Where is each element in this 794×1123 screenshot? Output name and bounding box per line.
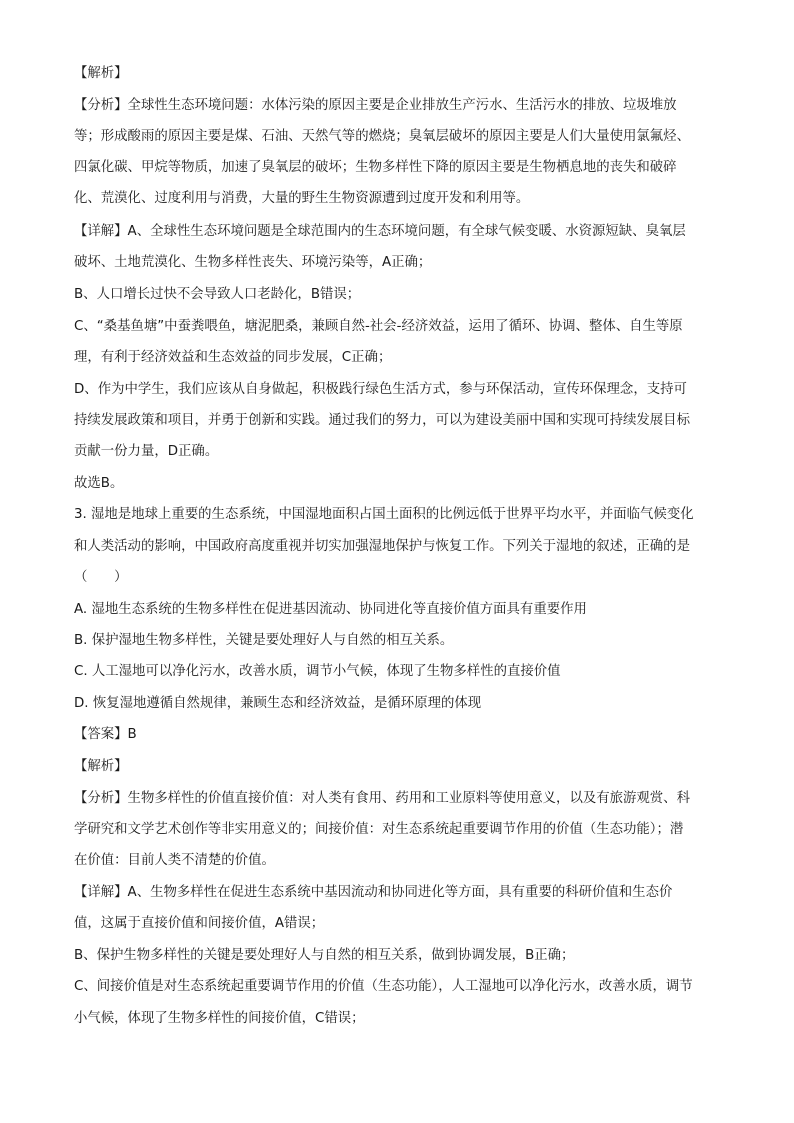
text-line: 学研究和文学艺术创作等非实用意义的；间接价值：对生态系统起重要调节作用的价值（生态功能）；潜 bbox=[74, 822, 684, 837]
text-line: C、“桑基鱼塘”中蚕粪喂鱼，塘泥肥桑，兼顾自然-社会-经济效益，运用了循环、协调、整体、自生等原 bbox=[74, 319, 683, 334]
text-line: 贡献一份力量，D正确。 bbox=[74, 444, 219, 459]
text-line: 破坏、土地荒漠化、生物多样性丧失、环境污染等，A正确； bbox=[74, 255, 432, 270]
question-stem: 和人类活动的影响，中国政府高度重视并切实加强湿地保护与恢复工作。下列关于湿地的叙述，正确的是 bbox=[74, 539, 690, 554]
text-line: 化、荒漠化、过度利用与消费，大量的野生生物资源遭到过度开发和利用等。 bbox=[74, 191, 530, 206]
option-d: D. 恢复湿地遵循自然规律，兼顾生态和经济效益，是循环原理的体现 bbox=[74, 696, 482, 711]
text-line: 在价值：目前人类不清楚的价值。 bbox=[74, 853, 275, 868]
option-a: A. 湿地生态系统的生物多样性在促进基因流动、协同进化等直接价值方面具有重要作用 bbox=[74, 602, 587, 617]
text-line: B、保护生物多样性的关键是要处理好人与自然的相互关系，做到协调发展，B正确； bbox=[74, 948, 575, 963]
text-line: 小气候，体现了生物多样性的间接价值，C错误； bbox=[74, 1011, 365, 1026]
section-heading-analysis: 【解析】 bbox=[74, 66, 128, 81]
text-line: 持续发展政策和项目，并勇于创新和实践。通过我们的努力，可以为建设美丽中国和实现可持续发展目标 bbox=[74, 413, 690, 428]
option-c: C. 人工湿地可以净化污水，改善水质，调节小气候，体现了生物多样性的直接价值 bbox=[74, 664, 561, 679]
answer-blank: （ ） bbox=[74, 570, 128, 585]
option-b: B. 保护湿地生物多样性，关键是要处理好人与自然的相互关系。 bbox=[74, 633, 454, 648]
text-line: 等；形成酸雨的原因主要是煤、石油、天然气等的燃烧；臭氧层破坏的原因主要是人们大量使用氯氟烃、 bbox=[74, 129, 690, 144]
text-line: 【分析】全球性生态环境问题：水体污染的原因主要是企业排放生产污水、生活污水的排放、垃圾堆放 bbox=[74, 98, 677, 113]
text-line: D、作为中学生，我们应该从自身做起，积极践行绿色生活方式，参与环保活动，宣传环保理念，支持可 bbox=[74, 382, 687, 397]
text-line: 【详解】A、生物多样性在促进生态系统中基因流动和协同进化等方面，具有重要的科研价值和生态价 bbox=[74, 885, 673, 900]
text-line: C、间接价值是对生态系统起重要调节作用的价值（生态功能），人工湿地可以净化污水，改善水质，调节 bbox=[74, 979, 693, 994]
section-heading-analysis: 【解析】 bbox=[74, 759, 128, 774]
question-stem: 3. 湿地是地球上重要的生态系统，中国湿地面积占国土面积的比例远低于世界平均水平，并面临气候变化 bbox=[74, 507, 694, 522]
text-line: 值，这属于直接价值和间接价值，A错误； bbox=[74, 916, 325, 931]
text-line: 【详解】A、全球性生态环境问题是全球范围内的生态环境问题，有全球气候变暖、水资源短缺、臭氧层 bbox=[74, 224, 686, 239]
text-line: 【分析】生物多样性的价值直接价值：对人类有食用、药用和工业原料等使用意义，以及有旅游观赏、科 bbox=[74, 791, 690, 806]
text-line: B、人口增长过快不会导致人口老龄化，B错误； bbox=[74, 287, 361, 302]
answer-label: 【答案】B bbox=[74, 727, 137, 742]
answer-conclusion: 故选B。 bbox=[74, 476, 124, 491]
text-line: 四氯化碳、甲烷等物质，加速了臭氧层的破坏；生物多样性下降的原因主要是生物栖息地的丧失和破碎 bbox=[74, 160, 677, 175]
text-line: 理，有利于经济效益和生态效益的同步发展，C正确； bbox=[74, 350, 392, 365]
